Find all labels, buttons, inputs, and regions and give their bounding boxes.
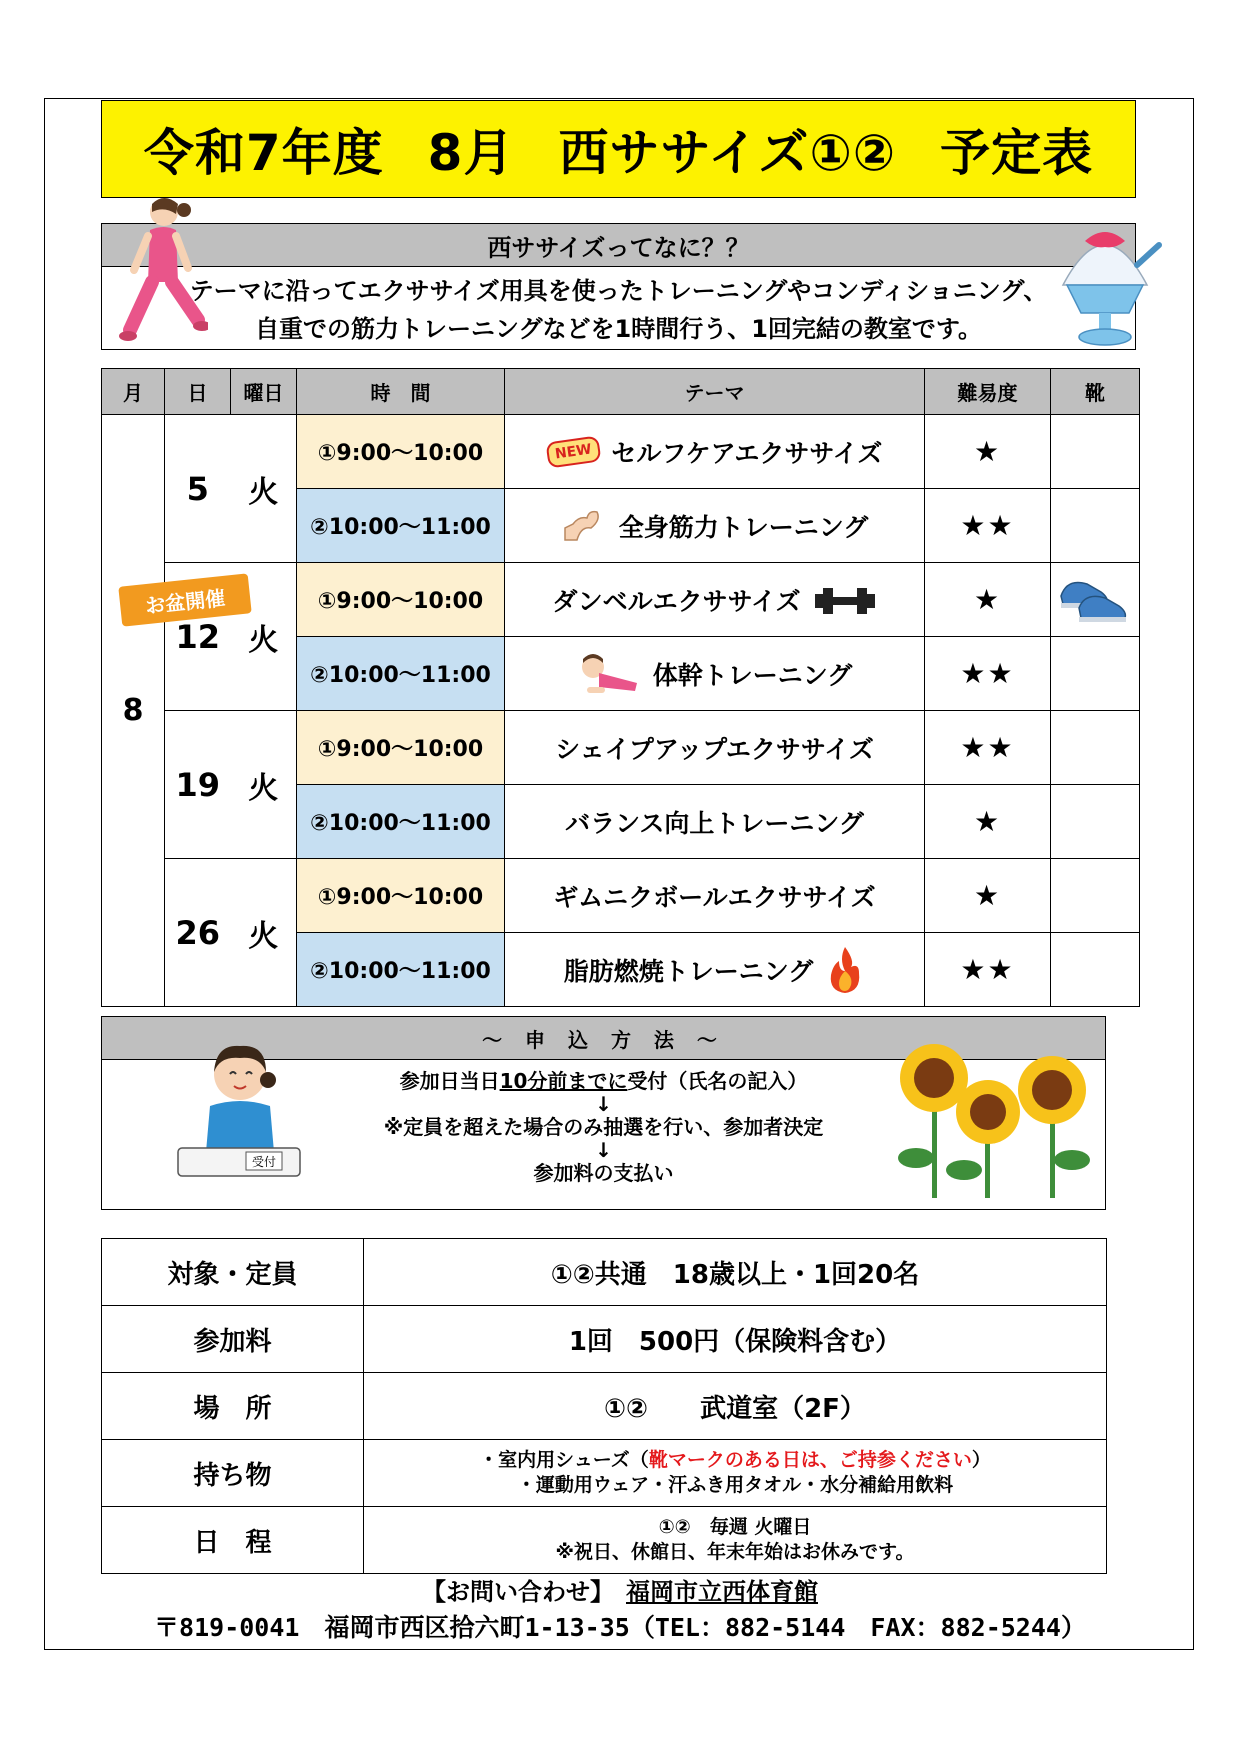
title-program: 西ササイズ①②: [558, 124, 897, 182]
schedule-table: [101, 368, 1140, 1007]
theme-label: 全身筋力トレーニング: [618, 512, 869, 542]
muscle-arm-icon: [561, 506, 607, 546]
shoes-cell: [1051, 933, 1140, 1007]
intro-body: [102, 267, 1135, 348]
theme-cell: [505, 637, 925, 711]
title-schedule: 予定表: [940, 124, 1094, 182]
location-value: ①② 武道室（2F）: [364, 1373, 1107, 1440]
target-label: 対象・定員: [102, 1239, 364, 1306]
plank-person-icon: [577, 651, 641, 697]
theme-cell: [505, 415, 925, 489]
header-day: 日: [165, 369, 231, 415]
table-row: [102, 711, 1140, 785]
difficulty-cell: ★★: [925, 637, 1051, 711]
theme-cell: ギムニクボールエクササイズ: [505, 859, 925, 933]
table-row: [102, 415, 1140, 489]
schedule-label: 日 程: [102, 1507, 364, 1574]
shaved-ice-icon: [1055, 215, 1165, 350]
month-cell: 8: [102, 415, 165, 1007]
intro-line-1: テーマに沿ってエクササイズ用具を使ったトレーニングやコンディショニング、: [189, 277, 1048, 305]
title-year: 令和7年度: [143, 124, 384, 182]
weekday-cell: 火: [231, 415, 297, 563]
difficulty-cell: ★★: [925, 489, 1051, 563]
application-step-2: ※定員を超えた場合のみ抽選を行い、参加者決定: [383, 1115, 824, 1139]
theme-cell: [505, 563, 925, 637]
fire-icon: [825, 945, 865, 995]
header-weekday: 曜日: [231, 369, 297, 415]
shoes-cell: [1051, 489, 1140, 563]
application-step-1: 参加日当日10分前までに受付（氏名の記入）: [399, 1069, 808, 1093]
dumbbell-icon: [813, 584, 877, 616]
shoes-cell: [1051, 637, 1140, 711]
location-label: 場 所: [102, 1373, 364, 1440]
theme-label: 体幹トレーニング: [652, 660, 853, 690]
time-cell: ①9:00～10:00: [297, 563, 505, 637]
application-heading: ～ 申 込 方 法 ～: [102, 1017, 1105, 1060]
theme-cell: [505, 489, 925, 563]
shoes-cell: [1051, 859, 1140, 933]
time-cell: ①9:00～10:00: [297, 859, 505, 933]
info-table: [101, 1238, 1107, 1574]
time-cell: ①9:00～10:00: [297, 711, 505, 785]
sunflowers-icon: [890, 1040, 1100, 1200]
difficulty-cell: ★: [925, 785, 1051, 859]
theme-cell: [505, 933, 925, 1007]
time-cell: ②10:00～11:00: [297, 637, 505, 711]
new-badge: NEW: [545, 435, 601, 468]
fee-label: 参加料: [102, 1306, 364, 1373]
contact-address: 〒819-0041 福岡市西区拾六町1-13-35（TEL：882-5144 FAX：882-5244）: [154, 1613, 1086, 1642]
weekday-cell: 火: [231, 563, 297, 711]
header-time: 時 間: [297, 369, 505, 415]
shoes-cell: [1051, 785, 1140, 859]
time-cell: ②10:00～11:00: [297, 785, 505, 859]
table-row: [102, 1440, 1107, 1507]
header-shoes: 靴: [1051, 369, 1140, 415]
title-month: 8月: [427, 124, 515, 182]
table-row: [102, 1306, 1107, 1373]
day-cell: 26: [165, 859, 231, 1007]
intro-heading: 西ササイズってなに？？: [102, 224, 1135, 267]
theme-label: ダンベルエクササイズ: [552, 586, 801, 616]
theme-label: セルフケアエクササイズ: [611, 438, 883, 468]
theme-cell: バランス向上トレーニング: [505, 785, 925, 859]
sneakers-icon: [1057, 570, 1133, 626]
application-step-3: 参加料の支払い: [533, 1161, 674, 1185]
theme-label: 脂肪燃焼トレーニング: [563, 956, 814, 986]
contact-label: 【お問い合わせ】: [422, 1578, 602, 1606]
difficulty-cell: ★: [925, 563, 1051, 637]
shoes-cell: [1051, 563, 1140, 637]
page-title: [101, 100, 1136, 198]
header-difficulty: 難易度: [925, 369, 1051, 415]
intro-line-2: 自重での筋力トレーニングなどを1時間行う、1回完結の教室です。: [255, 315, 982, 343]
theme-cell: シェイプアップエクササイズ: [505, 711, 925, 785]
weekday-cell: 火: [231, 859, 297, 1007]
table-row: [102, 1507, 1107, 1574]
schedule-header-row: [102, 369, 1140, 415]
difficulty-cell: ★★: [925, 933, 1051, 1007]
weekday-cell: 火: [231, 711, 297, 859]
time-cell: ②10:00～11:00: [297, 489, 505, 563]
contact-name: 福岡市立西体育館: [626, 1578, 818, 1606]
obon-badge: お盆開催: [118, 573, 251, 626]
fee-value: 1回 500円（保険料含む）: [364, 1306, 1107, 1373]
time-cell: ②10:00～11:00: [297, 933, 505, 1007]
header-theme: テーマ: [505, 369, 925, 415]
day-cell: 12: [165, 563, 231, 711]
arrow-down-icon: ↓: [595, 1092, 612, 1116]
shoes-cell: [1051, 711, 1140, 785]
difficulty-cell: ★: [925, 415, 1051, 489]
difficulty-cell: ★★: [925, 711, 1051, 785]
desk-sign-label: 受付: [251, 1155, 277, 1169]
table-row: [102, 563, 1140, 637]
day-cell: 5: [165, 415, 231, 563]
time-cell: ①9:00～10:00: [297, 415, 505, 489]
contact-line: [0, 1572, 1240, 1607]
belongings-label: 持ち物: [102, 1440, 364, 1507]
table-row: [102, 1239, 1107, 1306]
day-cell: 19: [165, 711, 231, 859]
shoes-cell: [1051, 415, 1140, 489]
arrow-down-icon: ↓: [595, 1138, 612, 1162]
difficulty-cell: ★: [925, 859, 1051, 933]
schedule-value: ①② 毎週 火曜日 ※祝日、休館日、年末年始はお休みです。: [364, 1507, 1107, 1574]
stretching-woman-icon: [118, 190, 208, 350]
receptionist-icon: [170, 1036, 310, 1192]
target-value: ①②共通 18歳以上・1回20名: [364, 1239, 1107, 1306]
table-row: [102, 859, 1140, 933]
table-row: [102, 1373, 1107, 1440]
intro-box: [101, 223, 1136, 350]
belongings-value: ・室内用シューズ（靴マークのある日は、ご持参ください） ・運動用ウェア・汗ふき用タオル・水分補給用飲料: [364, 1440, 1107, 1507]
header-month: 月: [102, 369, 165, 415]
